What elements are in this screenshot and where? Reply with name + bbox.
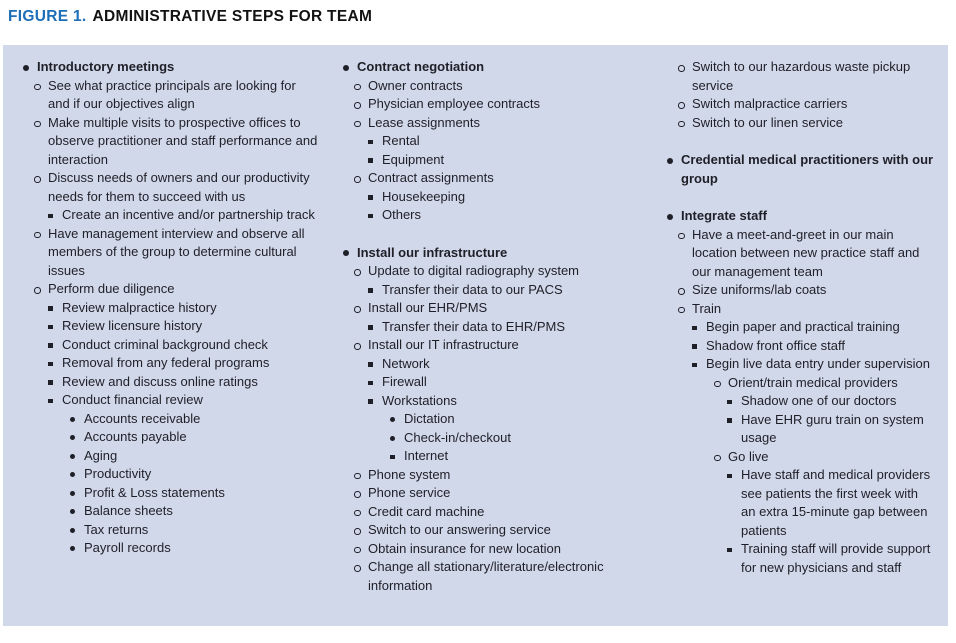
list-item-text: Have staff and medical providers see patients the first week with an extra 15-minute gap between patients <box>741 467 931 538</box>
square-bullet-icon <box>368 399 382 404</box>
figure-title <box>8 8 372 26</box>
square-bullet-icon <box>48 306 62 311</box>
list-item-text: Tax returns <box>84 521 149 537</box>
square-bullet-icon <box>692 325 706 330</box>
list-item-text: Shadow front office staff <box>706 337 845 353</box>
list-item <box>21 391 321 410</box>
square-bullet-icon <box>48 380 62 385</box>
list-item-text: Discuss needs of owners and our productivity needs for them to succeed with us <box>48 170 310 204</box>
list-item-text: Aging <box>84 447 118 463</box>
list-item-text: Switch to our answering service <box>368 522 551 537</box>
list-item-text: Contract negotiation <box>357 59 485 74</box>
list-item <box>21 299 321 318</box>
disc-bullet-icon <box>70 417 84 422</box>
list-item <box>341 188 653 207</box>
list-item <box>21 114 321 170</box>
list-item-text: Change all stationary/literature/electronic information <box>368 559 604 593</box>
list-item-text: Phone service <box>368 485 451 500</box>
list-item <box>341 299 653 318</box>
circle-bullet-icon <box>354 491 368 498</box>
list-item-text: Housekeeping <box>382 188 466 204</box>
circle-bullet-icon <box>678 233 692 240</box>
circle-bullet-icon <box>354 510 368 517</box>
list-item-text: Balance sheets <box>84 503 173 518</box>
list-item-text: Introductory meetings <box>37 59 175 74</box>
square-bullet-icon <box>727 399 741 404</box>
list-item <box>21 521 321 540</box>
list-item-text: Switch to our linen service <box>692 114 844 130</box>
list-item <box>341 466 653 485</box>
list-item-text: Physician employee contracts <box>368 96 540 111</box>
circle-bullet-icon <box>678 288 692 295</box>
list-item <box>341 262 653 281</box>
list-item-text: See what practice principals are looking for and if our objectives align <box>48 77 296 111</box>
list-item <box>341 392 653 411</box>
column-contract-infrastructure <box>341 58 653 595</box>
list-item-text: Review and discuss online ratings <box>62 373 258 389</box>
square-bullet-icon <box>48 213 62 218</box>
list-item-text: Train <box>692 300 722 316</box>
list-item <box>341 132 653 151</box>
list-item-text: Credit card machine <box>368 503 485 519</box>
list-item-text: Go live <box>728 448 769 464</box>
figure-label: FIGURE 1. <box>8 8 87 25</box>
list-item-text: Accounts payable <box>84 429 187 444</box>
list-item <box>665 337 934 356</box>
list-item <box>665 392 934 411</box>
disc-bullet-icon <box>390 417 404 422</box>
list-item <box>341 429 653 448</box>
circle-bullet-icon <box>34 121 48 128</box>
square-bullet-icon <box>368 195 382 200</box>
list-item <box>665 58 934 95</box>
circle-bullet-icon <box>678 102 692 109</box>
list-item <box>21 225 321 281</box>
list-item-text: Update to digital radiography system <box>368 263 580 278</box>
list-item <box>21 447 321 466</box>
square-bullet-icon <box>368 139 382 144</box>
square-bullet-icon <box>48 324 62 329</box>
square-bullet-icon <box>368 362 382 367</box>
list-item-text: Perform due diligence <box>48 281 175 296</box>
circle-bullet-icon <box>354 84 368 91</box>
disc-bullet-icon <box>70 472 84 477</box>
figure-heading-text: ADMINISTRATIVE STEPS FOR TEAM <box>92 8 373 25</box>
square-bullet-icon <box>727 473 741 478</box>
list-item <box>21 428 321 447</box>
list-item <box>21 58 321 77</box>
list-item-text: Profit & Loss statements <box>84 484 225 500</box>
square-bullet-icon <box>368 288 382 293</box>
list-item-text: Switch to our hazardous waste pickup service <box>692 59 911 93</box>
list-item <box>665 151 934 188</box>
list-item <box>341 169 653 188</box>
list-item <box>341 77 653 96</box>
square-bullet-icon <box>368 213 382 218</box>
list-item-text: Make multiple visits to prospective offices to observe practitioner and staff performance and interaction <box>48 114 318 167</box>
list-item <box>665 466 934 540</box>
disc-bullet-icon <box>343 251 357 257</box>
list-item <box>21 354 321 373</box>
circle-bullet-icon <box>354 565 368 572</box>
list-item <box>665 207 934 226</box>
disc-bullet-icon <box>23 65 37 71</box>
list-item-text: Credential medical practitioners with our group <box>681 152 934 186</box>
square-bullet-icon <box>368 158 382 163</box>
list-item <box>665 114 934 133</box>
list-item <box>341 521 653 540</box>
circle-bullet-icon <box>354 102 368 109</box>
list-item <box>341 355 653 374</box>
list-item-text: Transfer their data to EHR/PMS <box>382 318 566 334</box>
list-item-text: Conduct criminal background check <box>62 336 268 352</box>
circle-bullet-icon <box>354 176 368 183</box>
list-item <box>21 373 321 392</box>
square-bullet-icon <box>48 361 62 366</box>
circle-bullet-icon <box>34 232 48 239</box>
list-item-text: Orient/train medical providers <box>728 374 898 390</box>
list-item <box>341 206 653 225</box>
list-item-text: Obtain insurance for new location <box>368 540 561 556</box>
square-bullet-icon <box>390 454 404 459</box>
list-item-text: Lease assignments <box>368 114 481 130</box>
list-item <box>341 558 653 595</box>
list-item <box>341 373 653 392</box>
square-bullet-icon <box>48 343 62 348</box>
list-item <box>665 540 934 577</box>
list-item-text: Create an incentive and/or partnership track <box>62 207 315 222</box>
list-item-text: Network <box>382 355 430 371</box>
list-item <box>341 58 653 77</box>
disc-bullet-icon <box>70 528 84 533</box>
square-bullet-icon <box>692 362 706 367</box>
list-item-text: Training staff will provide support for new physicians and staff <box>741 541 931 575</box>
disc-bullet-icon <box>70 546 84 551</box>
circle-bullet-icon <box>678 65 692 72</box>
list-item-text: Payroll records <box>84 540 171 555</box>
list-item <box>21 502 321 521</box>
square-bullet-icon <box>727 418 741 423</box>
square-bullet-icon <box>727 547 741 552</box>
list-item <box>665 355 934 374</box>
circle-bullet-icon <box>714 381 728 388</box>
circle-bullet-icon <box>354 343 368 350</box>
list-item <box>665 226 934 282</box>
list-item-text: Check-in/checkout <box>404 429 511 445</box>
circle-bullet-icon <box>354 121 368 128</box>
list-item <box>665 300 934 319</box>
circle-bullet-icon <box>34 176 48 183</box>
list-item <box>21 410 321 429</box>
list-item-text: Dictation <box>404 411 455 426</box>
list-item <box>341 484 653 503</box>
list-item <box>21 206 321 225</box>
list-item <box>665 318 934 337</box>
list-item-text: Workstations <box>382 392 457 408</box>
list-item <box>665 281 934 300</box>
list-item <box>341 95 653 114</box>
square-bullet-icon <box>368 380 382 385</box>
list-item-text: Conduct financial review <box>62 392 203 407</box>
circle-bullet-icon <box>354 528 368 535</box>
list-item <box>341 114 653 133</box>
list-item-text: Owner contracts <box>368 77 463 93</box>
circle-bullet-icon <box>354 547 368 554</box>
list-item-text: Size uniforms/lab coats <box>692 282 827 297</box>
list-item-text: Install our EHR/PMS <box>368 300 488 315</box>
list-item <box>341 503 653 522</box>
circle-bullet-icon <box>354 473 368 480</box>
list-item-text: Removal from any federal programs <box>62 355 270 370</box>
disc-bullet-icon <box>667 158 681 164</box>
disc-bullet-icon <box>70 491 84 496</box>
list-item-text: Have EHR guru train on system usage <box>741 411 924 445</box>
list-item-text: Install our IT infrastructure <box>368 337 519 352</box>
square-bullet-icon <box>368 325 382 330</box>
list-item-text: Review licensure history <box>62 318 203 333</box>
list-item-text: Rental <box>382 133 420 148</box>
list-item <box>341 447 653 466</box>
list-item <box>665 95 934 114</box>
list-item-text: Switch malpractice carriers <box>692 96 848 111</box>
list-item-text: Accounts receivable <box>84 410 201 426</box>
square-bullet-icon <box>692 344 706 349</box>
list-item-text: Phone system <box>368 466 451 482</box>
disc-bullet-icon <box>70 509 84 514</box>
circle-bullet-icon <box>678 307 692 314</box>
column-credential-integrate <box>665 58 934 595</box>
list-item-text: Integrate staff <box>681 208 767 223</box>
disc-bullet-icon <box>343 65 357 71</box>
circle-bullet-icon <box>34 84 48 91</box>
column-introductory <box>21 58 321 595</box>
list-item-text: Contract assignments <box>368 170 494 185</box>
list-item-text: Begin paper and practical training <box>706 319 900 334</box>
list-item <box>21 336 321 355</box>
list-item-text: Transfer their data to our PACS <box>382 281 563 297</box>
list-item <box>21 169 321 206</box>
columns-container <box>21 58 934 595</box>
list-item <box>341 540 653 559</box>
list-item <box>341 318 653 337</box>
list-item-text: Firewall <box>382 374 427 389</box>
circle-bullet-icon <box>678 121 692 128</box>
circle-bullet-icon <box>354 269 368 276</box>
list-item-text: Others <box>382 207 422 222</box>
list-item <box>665 411 934 448</box>
content-panel <box>3 45 948 626</box>
list-item <box>341 336 653 355</box>
disc-bullet-icon <box>70 454 84 459</box>
list-item <box>341 244 653 263</box>
list-item <box>21 77 321 114</box>
circle-bullet-icon <box>714 455 728 462</box>
list-item <box>341 281 653 300</box>
list-item <box>21 465 321 484</box>
list-item <box>665 448 934 467</box>
list-item-text: Review malpractice history <box>62 299 217 315</box>
list-item <box>21 280 321 299</box>
list-item <box>665 374 934 393</box>
list-item-text: Begin live data entry under supervision <box>706 356 931 371</box>
list-item-text: Internet <box>404 448 449 463</box>
list-item-text: Install our infrastructure <box>357 244 508 260</box>
list-item <box>21 317 321 336</box>
square-bullet-icon <box>48 398 62 403</box>
circle-bullet-icon <box>354 306 368 313</box>
disc-bullet-icon <box>390 436 404 441</box>
list-item-text: Have management interview and observe all members of the group to determine cultural issues <box>48 225 305 278</box>
circle-bullet-icon <box>34 287 48 294</box>
disc-bullet-icon <box>70 435 84 440</box>
list-item <box>341 410 653 429</box>
list-item-text: Productivity <box>84 466 152 481</box>
list-item <box>21 484 321 503</box>
list-item-text: Shadow one of our doctors <box>741 393 897 408</box>
list-item-text: Equipment <box>382 151 445 167</box>
list-item-text: Have a meet-and-greet in our main location between new practice staff and our management team <box>692 226 920 279</box>
list-item <box>341 151 653 170</box>
disc-bullet-icon <box>667 214 681 220</box>
list-item <box>21 539 321 558</box>
